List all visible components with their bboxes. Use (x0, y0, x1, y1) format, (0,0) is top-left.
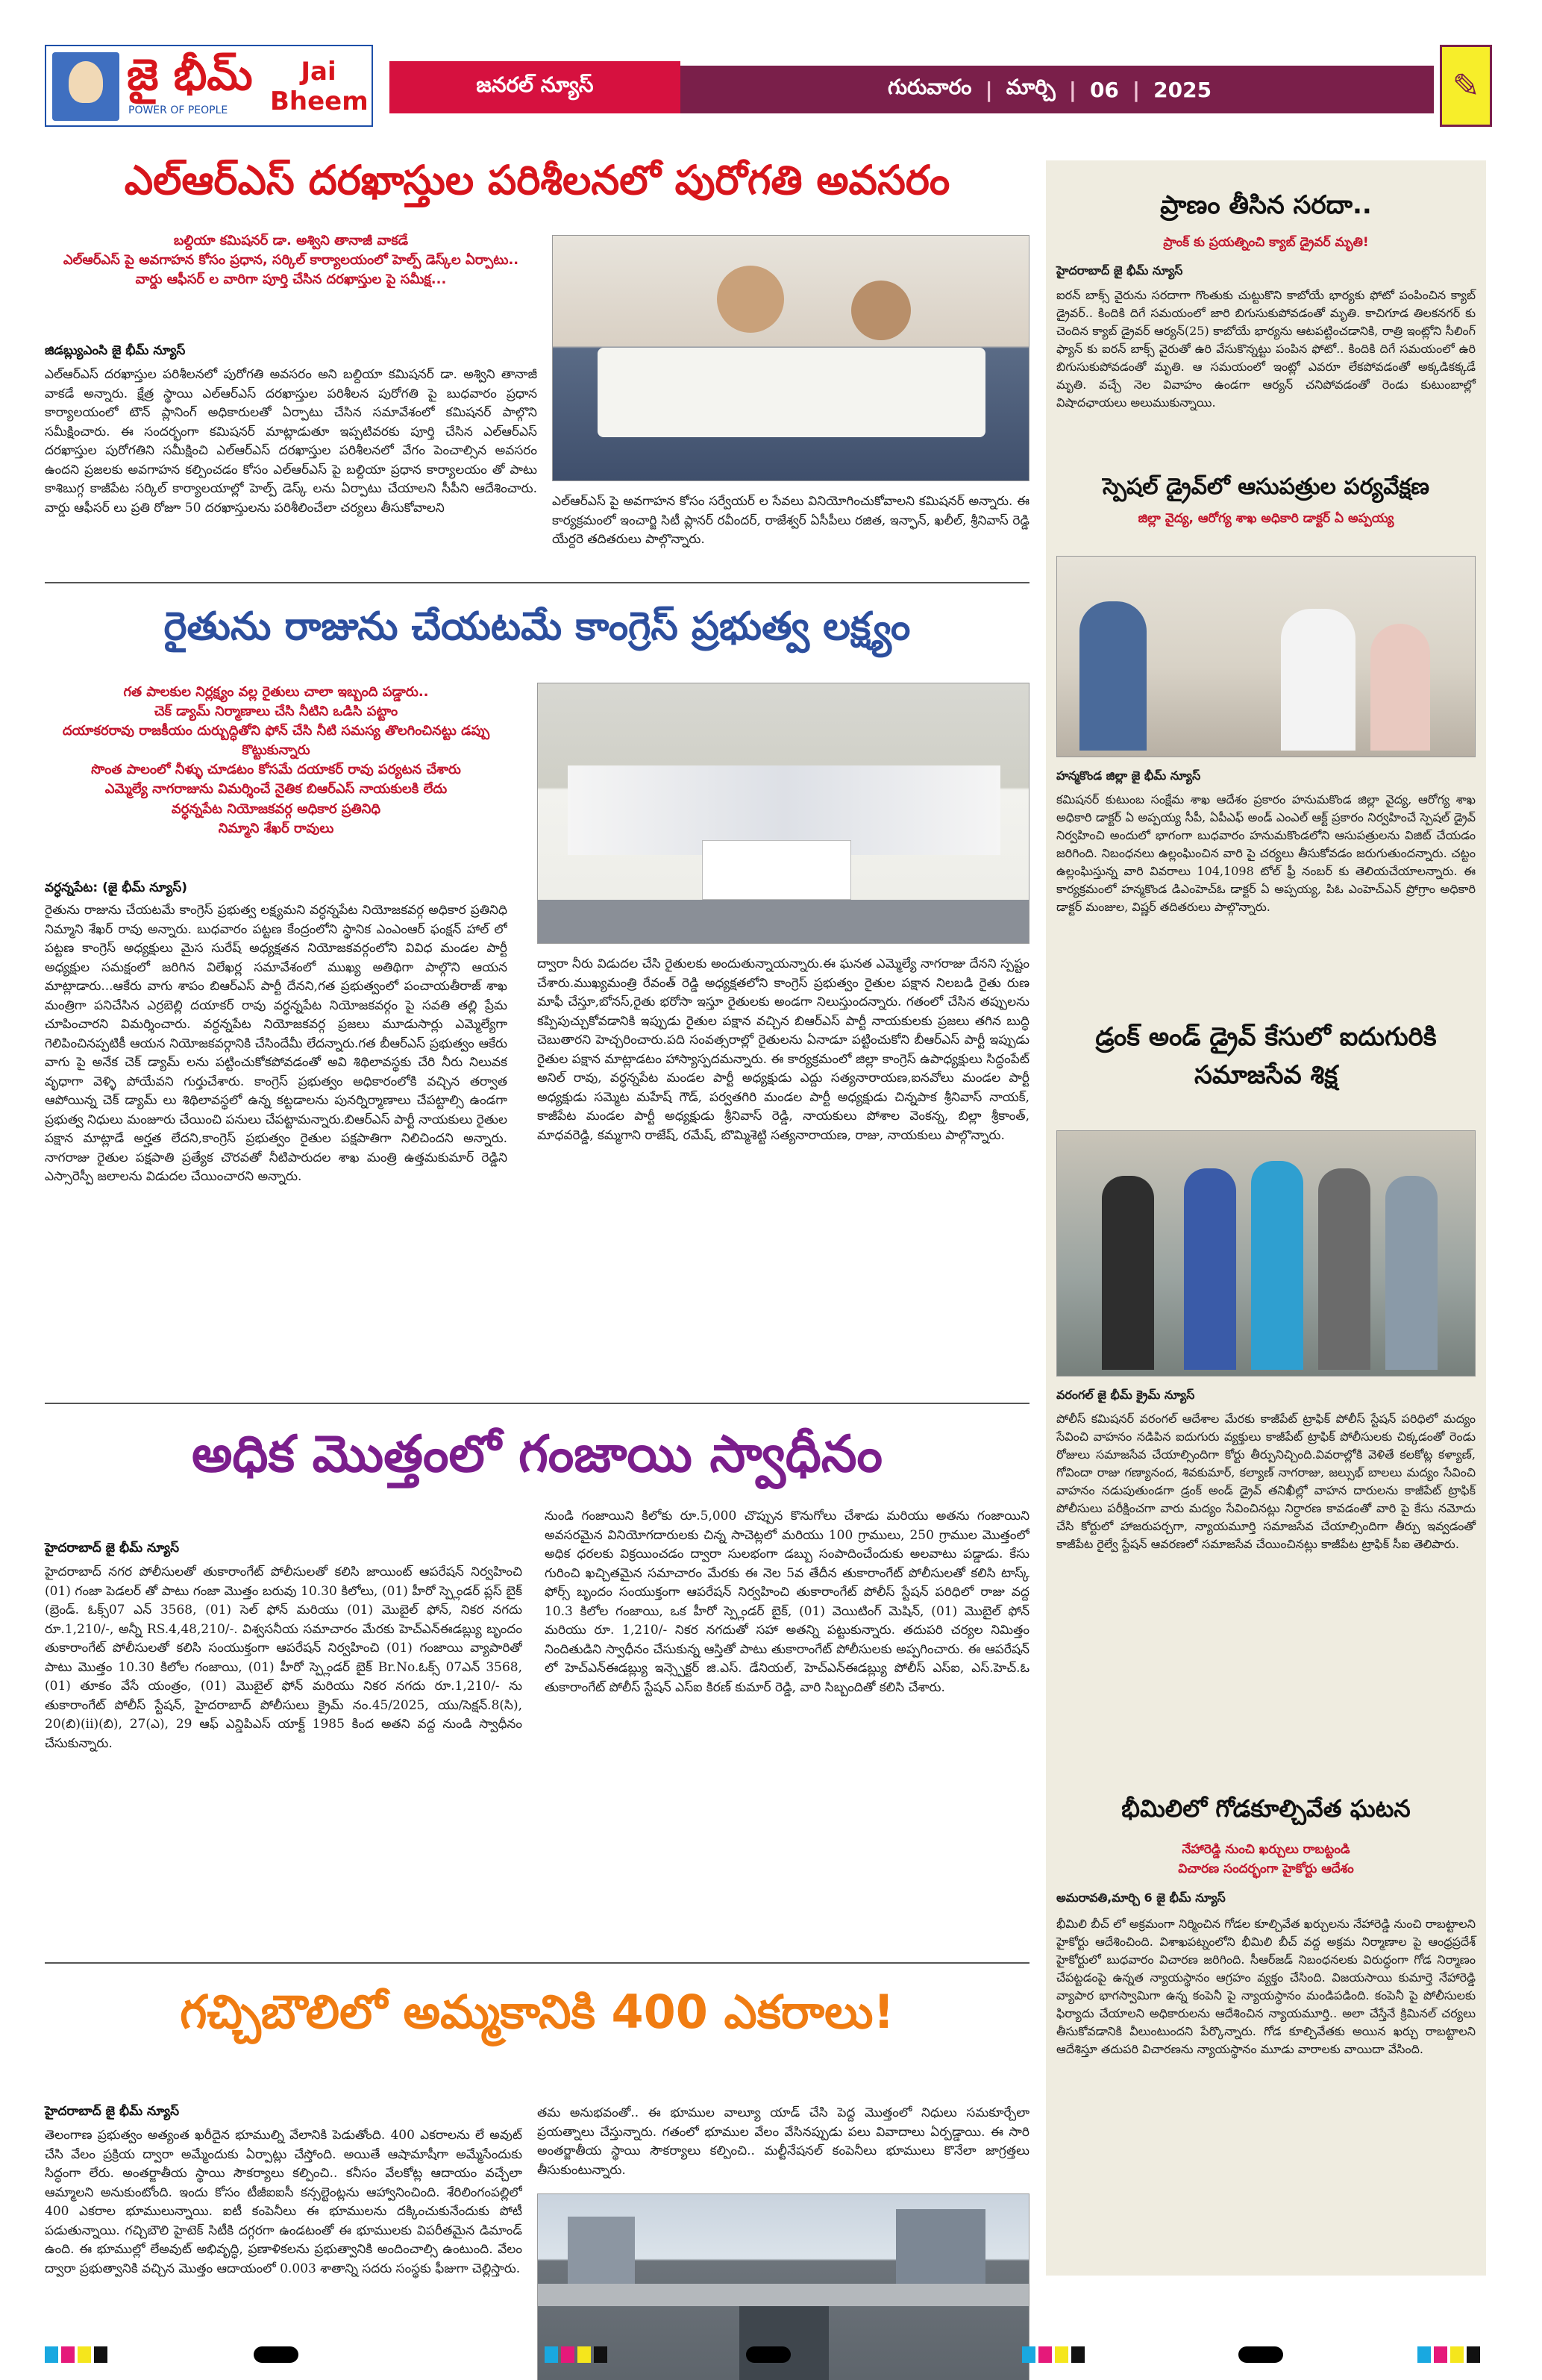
side-column (1046, 160, 1486, 2276)
section-tag[interactable]: జనరల్ న్యూస్ (389, 61, 680, 113)
masthead (45, 45, 1492, 127)
year: 2025 (1153, 77, 1212, 102)
hospital-visit-photo (1056, 556, 1476, 757)
article-body: రైతును రాజును చేయటమే కాంగ్రెస్ ప్రభుత్వ లక్ష్యమని వర్ధన్నపేట నియోజకవర్గ అధికార ప్రతినిధి నిమ్మాని శేఖర్ రావు అన్నారు. బుధవారం పట్టణ కేంద్రంలోని స్థానిక ఎంఎంఆర్ ఫంక్షన్ హాల్ లో పట్టణ కాంగ్రెస్ అధ్యక్షులు మైస సురేష్ అధ్యక్షతన నియోజకవర్గంలోని వివిధ మండల పార్టీ అధ్యక్షుల సమక్షంలో జరిగిన విలేఖర్ల సమావేశంలో ముఖ్య అతిథిగా పాల్గొని ఆయన మాట్లాడారు...ఆకేరు వాగు శాపం బిఆర్ఎస్ పార్టీ దేనని,గత ప్రభుత్వంలో పంచాయతీరాజ్ శాఖ మంత్రిగా పనిచేసిన ఎర్రబెల్లి దయాకర్ రావు వర్ధన్నపేట నియోజకవర్గం పై సవతి తల్లి ప్రేమ చూపించారని విమర్శించారు. వర్ధన్నపేట నియోజకవర్గ ప్రజలు మూడుసార్లు ఎమ్మెల్యేగా గెలిపించినప్పటికీ ఆయన నియోజకవర్గానికి చేసిందేమీ లేదన్నారు.గత బీఆర్ఎస్ ప్రభుత్వం ఆకేరు వాగు పై అనేక చెక్ డ్యామ్ లను పట్టించుకోకపోవడంతో అవి శిథిలావస్థకు చేరి నీరు నిలువక వృధాగా వెళ్ళి పోయేవని గుర్తుచేశారు. కాంగ్రెస్ ప్రభుత్వం అధికారంలోకి వచ్చిన తర్వాత ఆపోయిన్న చెక్ డ్యామ్ లు శిథిలావస్థలో ఉన్న కట్టడాలను పునర్నిర్మాణాలు చేపట్టాల్సి ఉండగా ప్రభుత్వ నిధులు మంజూరు చేయించి పనులు చేపట్టామన్నారు.బిఆర్ఎస్ పార్టీ నాయకులు రైతుల పక్షాన మాట్లాడే అర్హత లేదని,కాంగ్రెస్ ప్రభుత్వం రైతుల పక్షపాతిగా నిలిచిందని అన్నారు. నాగరాజు రైతుల పక్షపాతి ప్రత్యేక చొరవతో నీటిపారుదల శాఖ మంత్రి ఉత్తమకుమార్ రెడ్డిని ఎస్సారెస్పీ జలాలను విడుదల చేయించారని అన్నారు. (45, 903, 507, 1184)
article-body-continued: తమ అనుభవంతో.. ఈ భూముల వాల్యూ యాడ్ చేసి పెద్ద మొత్తంలో నిధులు సమకూర్చేలా ప్రయత్నాలు చేస్తున్నారు. గతంలో భూముల వేలం వేసినప్పుడు పలు వివాదాలు ఏర్పడ్డాయి. ఈ సారి అంతర్జాతీయ స్థాయి సౌకర్యాలు కల్పించి.. మల్టీనేషనల్ కంపెనీలు భూములు కొనేలా జాగ్రత్తలు తీసుకుంటున్నారు. (537, 2105, 1029, 2178)
article-body: కమిషనర్ కుటుంబ సంక్షేమ శాఖ ఆదేశం ప్రకారం హనుమకొండ జిల్లా వైద్య, ఆరోగ్య శాఖ అధికారి డాక్టర్ ఏ అప్పయ్య సీపీ, ఏపీఎఫ్ అండ్ ఎంఎల్ ఆక్ట్ ప్రకారం నిర్వహించే స్పెషల్ డ్రైవ్ నిర్వహించి అందులో భాగంగా బుధవారం హనుమకొండలోని ఆసుపత్రులను విజిట్ చేయడం జరిగింది. నిబంధనలు ఉల్లంఘించిన వారి పై చర్యలు తీసుకోవడం జరుగుతుందన్నారు. చట్టం ఉల్లంఘిస్తున్న వారి వివరాలు 104,1098 టోల్ ఫ్రీ నంబర్ కు తెలియచేయాలన్నారు. ఈ కార్యక్రమంలో హన్మకొండ డిఎంహెచ్ఓ డాక్టర్ ఏ అప్పయ్య, పిఓ ఎంహెచ్ఎన్ ప్రోగ్రాం అధికారి డాక్టర్ మంజుల, విష్ణర్ తదితరులు పాల్గొన్నారు. (1056, 792, 1476, 914)
story-gachibowli (45, 1970, 1029, 2380)
deck-line: చెక్ డ్యామ్ నిర్మాణాలు చేసి నీటిని ఒడిసి పట్టాం (154, 704, 398, 720)
dateline: జిడబ్ల్యుఎంసి జై భీమ్ న్యూస్ (45, 343, 186, 358)
divider (45, 582, 1029, 583)
headline[interactable]: రైతును రాజును చేయటమే కాంగ్రెస్ ప్రభుత్వ లక్ష్యం (163, 604, 911, 649)
article-body: హైదరాబాద్ నగర పోలీసులతో తుకారాంగేట్ పోలీసులతో కలిసి జాయింట్ ఆపరేషన్ నిర్వహించి (01) గంజా పెడలర్ తో పాటు గంజా మొత్తం బరువు 10.30 కిలోలు, (01) హీరో స్ప్లెండర్ ప్లస్ బైక్ (బ్రెండ్. ఓక్స్07 ఎన్ 3568, (01) సెల్ ఫోన్ మరియు (01) మొబైల్ ఫోన్, నికర నగదు రూ.1,210/-, అన్నీ RS.4,48,210/-. విశ్వసనీయ సమాచారం మేరకు హెచ్ఎన్ఈడబ్ల్యు బృందం తుకారాంగేట్ పోలీసులతో కలిసి సంయుక్తంగా ఆపరేషన్ నిర్వహించి (01) గంజాయి వ్యాపారితో పాటు మొత్తం 10.30 కిలోల గంజాయి, (01) హీరో స్ప్లెండర్ బైక్ Br.No.ఓక్స్ 07ఎన్ 3568, (01) తూకం వేసే యంత్రం, (01) మొబైల్ ఫోన్ మరియు నికర నగదు రూ.1,210/- ను తుకారాంగేట్ పోలీస్ స్టేషన్, హైదరాబాద్ పోలీసులు క్రైమ్ నం.45/2025, యు/సెక్షన్.8(సి), 20(బి)(ii)(బి), 27(ఎ), 29 ఆఫ్ ఎన్డిపిఎస్ యాక్ట్ 1985 కింద అతని వద్ద నుండి స్వాధీనం చేసుకున్నారు. (45, 1565, 522, 1751)
story-lrs (45, 142, 1029, 582)
color-registration-marks (1022, 2346, 1085, 2363)
dateline: అమరావతి,మార్చి 6 జై భీమ్ న్యూస్ (1056, 1891, 1226, 1905)
weekday: గురువారం (888, 75, 972, 99)
deck-line: గత పాలకుల నిర్లక్ష్యం వల్ల రైతులు చాలా ఇబ్బంది పడ్డారు.. (123, 684, 429, 700)
deck-line: బల్దియా కమిషనర్ డా. అశ్విని తానాజీ వాకడే (173, 233, 409, 248)
deck-line: నిమ్మాని శేఖర్ రావులు (218, 820, 334, 836)
article-body: తెలంగాణ ప్రభుత్వం అత్యంత ఖరీదైన భూముల్ని వేలానికి పెడుతోంది. 400 ఎకరాలను లే అవుట్ చేసి వేలం ప్రక్రియ ద్వారా అమ్మేందుకు ఏర్పాట్లు చేస్తోంది. అయితే ఆషామాషీగా అమ్మేసేందుకు సిద్ధంగా లేరు. అంతర్జాతీయ స్థాయి సౌకర్యాలు కల్పించి.. కనీసం వేలకోట్ల ఆదాయం వచ్చేలా ఆమ్మాలని అనుకుంటోంది. ఇందు కోసం టీజీఐఐసీ కన్సల్టెంట్లను ఆహ్వానించింది. శేరిలింగంపల్లిలో 400 ఎకరాల భూములున్నాయి. ఐటీ కంపెనీలు ఈ భూములను దక్కించుకునేందుకు పోటీ పడుతున్నాయి. గచ్చిబౌలి హైటెక్ సిటీకి దగ్గరగా ఉండటంతో ఈ భూములకు విపరీతమైన డిమాండ్ ఉంది. ఈ భూముల్లో లేఅవుట్ అభివృద్ధి, ప్రణాళికలను ప్రభుత్వానికి అందించాల్సి ఉంటుంది. వేలం ద్వారా ప్రభుత్వానికి వచ్చిన మొత్తం ఆదాయంలో 0.003 శాతాన్ని సదరు సంస్థకు ఫీజుగా చెల్లిస్తారు. (45, 2128, 522, 2276)
dateline: వరంగల్ జై భీమ్ క్రైమ్ న్యూస్ (1056, 1388, 1195, 1402)
dateline: వర్ధన్నపేట: (జై భీమ్ న్యూస్) (45, 880, 187, 895)
color-registration-marks (1417, 2346, 1480, 2363)
color-registration-marks (45, 2346, 107, 2363)
deck-line: వర్ధన్నపేట నియోజకవర్గ అధికార ప్రతినిధి (171, 801, 381, 817)
deck-line: సొంత పాలంలో నీళ్ళు చూడటం కోసమే దయాకర్ రావు పర్యటన చేశారు (91, 762, 461, 778)
registration-oval (1238, 2346, 1283, 2363)
deck (45, 683, 507, 839)
portrait-image (52, 52, 119, 121)
side-story-drunk-drive (1046, 1018, 1486, 1779)
paper-name: జై భీమ్ (127, 49, 253, 100)
deck-line: వార్డు ఆఫీసర్ ల వారిగా పూర్తి చేసిన దరఖాస్తుల పై సమీక్ష... (135, 272, 447, 288)
day: 06 (1089, 77, 1119, 102)
deck-line: దయాకరరావు రాజకీయం దుర్బుద్ధితోని ఫోన్ చేసి నీటి సమస్య తొలగించినట్టు డప్పు కొట్టుకున్నారు (62, 723, 490, 759)
deck: జిల్లా వైద్య, ఆరోగ్య శాఖ అధికారి డాక్టర్ ఏ అప్పయ్య (1138, 511, 1394, 526)
color-registration-marks (545, 2346, 607, 2363)
story-congress (45, 589, 1029, 1403)
offenders-photo (1056, 1130, 1476, 1377)
separator: | (1068, 77, 1076, 102)
meeting-photo (552, 235, 1029, 481)
deck-line: ఎల్ఆర్ఎస్ పై అవగాహన కోసం ప్రధాన, సర్కిల్ కార్యాలయంలో హెల్ప్ డెస్క్‌ల ఏర్పాటు.. (63, 252, 519, 269)
photo-caption: ఎల్ఆర్ఎస్ పై అవగాహన కోసం సర్వేయర్ ల సేవలు వినియోగించుకోవాలని కమిషనర్ అన్నారు. ఈ కార్యక్రమంలో ఇంచార్జి సిటీ ప్లానర్ రవీందర్, రాజేశ్వర్ ఏసీపీలు రజిత, ఇన్ఫాన్, ఖలీల్, శ్రీనివాస్ రెడ్డి యేర్దరె తదితరులు పాల్గొన్నారు. (552, 494, 1029, 547)
dateline: హైదరాబాద్ జై భీమ్ న్యూస్ (1056, 263, 1183, 278)
divider (45, 1403, 1029, 1404)
newspaper-logo[interactable] (45, 45, 373, 127)
headline[interactable]: డ్రంక్ అండ్ డ్రైవ్ కేసులో ఐదుగురికి సమాజసేవ శిక్ష (1095, 1022, 1437, 1090)
article-body-continued: ద్వారా నీరు విడుదల చేసి రైతులకు అందుతున్నాయన్నారు.ఈ ఘనత ఎమ్మెల్యే నాగరాజు దేనని స్పష్టం చేశారు.ముఖ్యమంత్రి రేవంత్ రెడ్డి అధ్యక్షతలోని కాంగ్రెస్ ప్రభుత్వం రైతుల పక్షాన నిలబడి రైతు రుణ మాఫీ చేస్తూ,బోనస్,రైతు భరోసా ఇస్తూ రైతులకు అండగా నిలుస్తుందన్నారు. గతంలో చేసిన తప్పులను కప్పిపుచ్చుకోవడానికి ఇప్పుడు రైతుల పక్షాన వచ్చిన బిఆర్ఎస్ పార్టీ నాయకులకు ప్రజలు తగిన బుద్ధి చెబుతారని హెచ్చరించారు.పది సంవత్సరాల్లో రైతులను ఏనాడూ పట్టించుకోని బీఆర్ఎస్ పార్టీ ఇప్పుడు రైతుల పక్షాన మాట్లాడటం హాస్యాస్పదమన్నారు. ఈ కార్యక్రమంలో జిల్లా కాంగ్రెస్ ఉపాధ్యక్షులు సిద్ధంపేట్ అనిల్ రావు, వర్ధన్నపేట మండల పార్టీ అధ్యక్షుడు ఎద్దు సత్యనారాయణ,ఐనవోలు మండల పార్టీ అధ్యక్షుడు సమ్మెట మహేష్ గౌడ్, పర్వతగిరి మండల పార్టీ అధ్యక్షుడు చిన్నపాక శ్రీనివాస్ నాయక్, కాజీపేట మండల పార్టీ అధ్యక్షుడు శ్రీనివాస్ రెడ్డి, నాయకులు పోశాల వెంకన్న, బిల్లా శ్రీకాంత్, మాధవరెడ్డి, కమ్మగాని రాజేష్, రమేష్, బొమ్మిశెట్టి సత్యనారాయణ, రాజు, నాయకులు పాల్గొన్నారు. (537, 956, 1029, 1143)
separator: | (1132, 77, 1141, 102)
headline[interactable]: ప్రాణం తీసిన సరదా.. (1160, 190, 1372, 220)
deck: నేహారెడ్డి నుంచి ఖర్చులు రాబట్టండి విచారణ సందర్భంగా హైకోర్టు ఆదేశం (1178, 1842, 1354, 1876)
separator: | (985, 77, 993, 102)
press-meet-photo (537, 683, 1029, 944)
logo-badge (270, 52, 367, 121)
badge-name: Jai Bheem (270, 57, 369, 116)
dateline: హన్మకొండ జిల్లా జై భీమ్ న్యూస్ (1056, 768, 1201, 783)
article-body-continued: నుండి గంజాయిని కిలోకు రూ.5,000 చొప్పున కొనుగోలు చేశాడు మరియు అతను గంజాయిని అవసరమైన వినియోగదారులకు చిన్న సాచెట్లలో మరియు 100 గ్రాములు, 250 గ్రాముల మొత్తంలో అధిక ధరలకు విక్రయించడం ద్వారా సులభంగా డబ్బు సంపాదించేందుకు అలవాటు పడ్డాడు. కేసు గురించి ఖచ్చితమైన సమాచారం మేరకు ఈ నెల 5వ తేదీన తుకారాంగేట్ పోలీసులతో కలిసి టాస్క్ ఫోర్స్ బృందం సంయుక్తంగా ఆపరేషన్ నిర్వహించి తుకారాంగేట్ పోలీస్ స్టేషన్ పరిధిలో రాజు వద్ద 10.3 కిలోల గంజాయి, ఒక హీరో స్ప్లెండర్ బైక్, (01) వెయిటింగ్ మెషిన్, (01) మొబైల్ ఫోన్ మరియు రూ. 1,210/- నికర నగదుతో సహా అతన్ని పట్టుకున్నారు. తదుపరి చర్యల నిమిత్తం నిందితుడిని స్వాధీనం చేసుకున్న ఆస్తితో పాటు తుకారాంగేట్ పోలీసులకు అప్పగించారు. ఈ ఆపరేషన్ లో హెచ్ఎన్ఈడబ్ల్యు ఇన్స్పెక్టర్ జి.ఎస్. డేనియల్, హెచ్ఎన్ఈడబ్ల్యు పోలీస్ ఎస్ఐ, ఎస్.హెచ్.ఓ తుకారాంగేట్ పోలీస్ స్టేషన్ ఎస్ఐ కిరణ్ కుమార్ రెడ్డి, వారి సిబ్బందితో కలిసి చేశారు. (545, 1509, 1029, 1695)
divider (45, 1962, 1029, 1964)
deck-line: ఎమ్మెల్యే నాగరాజును విమర్శించే నైతిక బిఆర్ఎస్ నాయకులకి లేదు (104, 781, 448, 798)
article-body: పోలీస్ కమిషనర్ వరంగల్ ఆదేశాల మేరకు కాజీపేట్ ట్రాఫిక్ పోలీస్ స్టేషన్ పరిధిలో మద్యం సేవించి వాహనం నడిపిన ఐదుగురు వ్యక్తులు కాజీపేట్ ట్రాఫిక్ పోలీసులకు చిక్కడంతో రెండు రోజులు సమాజసేవ చేయాల్సిందిగా కోర్టు తీర్పునిచ్చింది.వివరాల్లోకి వెళితే కలకోట్ల కళ్యాణ్, గోవిందా రాజు గణ్యానంద, శివకుమార్, కల్యాణ్ నాగరాజు, జల్సుభ్ బాలలు మద్యం సేవించి వాహనం నడుపుతుండగా డ్రంక్ అండ్ డ్రైవ్ తనిఖీల్లో వాహన దారులను కాజీపేట్ ట్రాఫిక్ పోలీసులు పరీక్షించగా వారు మద్యం సేవించినట్లు నిర్ధారణ కావడంతో వారి పై కేసు నమోదు చేసి కోర్టులో హాజరుపర్చగా, న్యాయమూర్తి సమాజసేవ చేయాల్సిందిగా తీర్పు ఇవ్వడంతో కాజీపేట రైల్వే స్టేషన్ ఆవరణలో సమాజసేవ చేయించినట్లు కాజీపేట ట్రాఫిక్ సీఐ తెలిపారు. (1056, 1412, 1476, 1551)
deck: ప్రాంక్ కు ప్రయత్నించి క్యాబ్ డ్రైవర్ మృతి! (1163, 235, 1369, 250)
deck (45, 231, 537, 289)
article-body: ఎల్ఆర్ఎస్ దరఖాస్తుల పరిశీలనలో పురోగతి అవసరం అని బల్దియా కమిషనర్ డా. అశ్విని తానాజీ వాకడే అన్నారు. క్షేత్ర స్థాయి ఎల్ఆర్ఎస్ దరఖాస్తుల పరిశీలన పురోగతి పై బుధవారం ప్రధాన కార్యాలయంలో టౌన్ ప్లానింగ్ అధికారులతో ఏర్పాటు చేసిన సమావేశంలో కమిషనర్ పాల్గొని సమీక్షించారు. ఈ సందర్భంగా కమిషనర్ మాట్లాడుతూ ఇప్పటివరకు పూర్తి చేసిన ఎల్ఆర్ఎస్ దరఖాస్తుల పురోగతిని సమీక్షించి ఎల్ఆర్ఎస్ దరఖాస్తుల పరిశీలనలో వేగం పెంచాల్సిన అవసరం ఉందని ప్రజలకు అవగాహన కల్పించడం కోసం ఎల్ఆర్ఎస్ పై బల్దియా ప్రధాన కార్యాలయం తో పాటు కాశిబుగ్గ కాజీపేట సర్కిల్ కార్యాలయాల్లో హెల్ప్ డెస్క్ లను ఏర్పాటు చేయాలని సీపీని ఆదేశించారు. వార్డు ఆఫీసర్ లు ప్రతి రోజూ 50 దరఖాస్తులను పరిశీలించేలా చర్యలు తీసుకోవాలని (45, 367, 537, 516)
registration-oval (746, 2346, 791, 2363)
headline[interactable]: అధిక మొత్తంలో గంజాయి స్వాధీనం (192, 1425, 883, 1484)
month: మార్చి (1006, 75, 1056, 99)
paper-tagline: POWER OF PEOPLE (128, 104, 228, 116)
dateline: హైదరాబాద్ జై భీమ్ న్యూస్ (45, 2104, 180, 2119)
article-body: ఐరన్ బాక్స్ వైరును సరదాగా గొంతుకు చుట్టుకొని కాబోయే భార్యకు ఫోటో పంపించిన క్యాబ్ డ్రైవర్.. కిందికి దిగే సమయంలో జారి బిగుసుకుపోవడంతో మృతి. కాచిగూడ తిలకనగర్ కు చెందిన క్యాబ్ డ్రైవర్ ఆర్యన్(25) కాబోయే భార్యను ఆటపట్టించడానికి, రాత్రి ఇంట్లోని సీలింగ్ ఫ్యాన్ కు ఐరన్ బాక్స్ వైరుతో ఉరి వేసుకొన్నట్టు పంపిన ఫోటో.. కిందికి దిగే సమయంలో ఉరి బిగుసుకుపోవడంతో మృతి. ఆ సమయంలో ఇంట్లో ఎవరూ లేకపోవడంతో అక్కడికక్కడే మృతి. వచ్చే నెల వివాహం ఉండగా ఆర్యన్ చనిపోవడంతో రెండు కుటుంబాల్లో విషాదఛాయలు అలుముకున్నాయి. (1056, 288, 1476, 410)
headline[interactable]: స్పెషల్ డ్రైవ్‌లో ఆసుపత్రుల పర్యవేక్షణ (1102, 474, 1430, 500)
dateline: హైదరాబాద్ జై భీమ్ న్యూస్ (45, 1541, 180, 1556)
issue-date (888, 67, 1212, 112)
article-body: భీమిలి బీచ్ లో అక్రమంగా నిర్మించిన గోడల కూల్చివేత ఖర్చులను నేహారెడ్డి నుంచి రాబట్టాలని హైకోర్టు ఆదేశించింది. విశాఖపట్నంలోని భీమిలి బీచ్ వద్ద అక్రమ నిర్మాణాల పై ఆంధ్రప్రదేశ్ హైకోర్టులో బుధవారం విచారణ జరిగింది. సీఆర్‌జడ్ నిబంధనలకు విరుద్ధంగా గోడ నిర్మాణం చేపట్టడంపై ఉన్నత న్యాయస్థానం ఆగ్రహం వ్యక్తం చేసింది. విజయసాయి కుమార్తె నేహారెడ్డి వ్యాపార భాగస్వామిగా ఉన్న కంపెనీ పై న్యాయస్థానం మండిపడింది. కంపెనీ పై పోలీసులకు ఫిర్యాదు చేయాలని అధికారులను ఆదేశించిన న్యాయమూర్తి.. అలా చేస్తేనే క్రిమినల్ చర్యలు తీసుకోవడానికి వీలుంటుందని పేర్కొన్నారు. గోడ కూల్చివేతకు అయిన ఖర్చు రాబట్టాలని ఆదేశిస్తూ తదుపరి విచారణను న్యాయస్థానం మూడు వారాలకు వాయిదా వేసింది. (1056, 1917, 1476, 2056)
pencil-icon: ✎ (1440, 45, 1492, 127)
headline[interactable]: ఎల్ఆర్ఎస్ దరఖాస్తుల పరిశీలనలో పురోగతి అవసరం (124, 157, 950, 204)
registration-oval (254, 2346, 298, 2363)
headline[interactable]: భీమిలిలో గోడకూల్చివేత ఘటన (1121, 1794, 1411, 1823)
side-story-bheemili (1046, 1794, 1486, 2272)
side-story-hospital-drive (1046, 474, 1486, 1003)
headline[interactable]: గచ్చిబౌలిలో అమ్మకానికి 400 ఎకరాలు! (180, 1985, 894, 2039)
